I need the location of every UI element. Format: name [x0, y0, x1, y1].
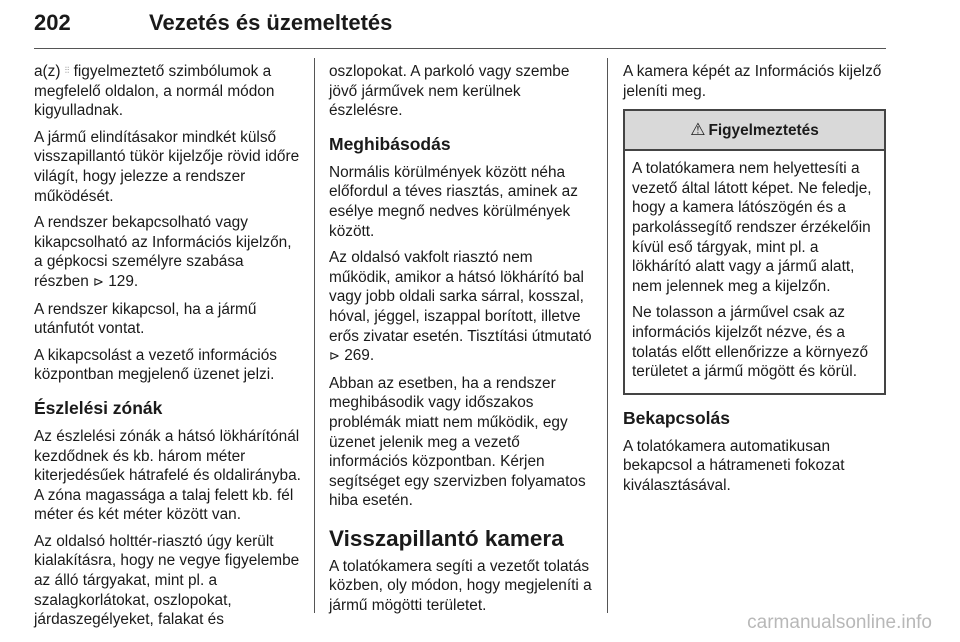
column-divider: [314, 58, 315, 613]
warning-triangle-icon: ⚠: [690, 120, 706, 141]
warning-header: [625, 111, 884, 151]
page-header: [34, 2, 886, 49]
warning-box: [623, 109, 886, 395]
section-heading: Észlelési zónák: [34, 397, 163, 418]
column-left: [34, 62, 302, 637]
paragraph: A tolatókamera nem helyettesíti a vezető által látott képet. Ne feledje, hogy a kamera látószögén és a parkolássegítő rendszer érzékelőin kívül eső tárgyak, mint pl. a lökhárító alatt vagy a jármű alatt, nem jelennek meg a kijelzőn.: [632, 160, 872, 295]
watermark: carmanualsonline.info: [747, 612, 932, 633]
section-heading: Bekapcsolás: [623, 407, 731, 428]
paragraph: A tolatókamera automatikusan bekapcsol a hátrameneti fokozat kiválasztásával.: [623, 437, 845, 494]
paragraph: a(z) ⫶⫶ figyelmeztető szimbólumok a megfelelő oldalon, a normál módon kigyulladnak.: [34, 63, 275, 120]
page-reference-icon: ⊳: [93, 274, 104, 290]
page-reference-link[interactable]: 129.: [108, 272, 139, 290]
column-middle: [329, 62, 597, 623]
page-reference-icon: ⊳: [329, 349, 340, 365]
chapter-title: Vezetés és üzemeltetés: [149, 10, 393, 35]
paragraph: A jármű elindításakor mindkét külső visszapillantó tükör kijelzője rövid időre világít, hogy jelezze a rendszer működését.: [34, 128, 300, 205]
paragraph: A rendszer bekapcsolható vagy kikapcsolható az Információs kijelzőn, a gépkocsi személyre szabása részben ⊳ 129.: [34, 214, 292, 290]
section-heading: Meghibásodás: [329, 133, 451, 154]
paragraph: Az oldalsó holttér-riasztó úgy került kialakításra, hogy ne vegye figyelembe az álló tárgyakat, mint pl. a szalagkorlátokat, oszlopokat, járdaszegélyeket, falakat és: [34, 532, 300, 629]
paragraph: Ne tolasson a járművel csak az információs kijelzőt nézve, és a tolatás előtt ellenőrizze a környező területet a jármű mögött és körül.: [632, 304, 869, 381]
page-reference-link[interactable]: 269.: [344, 347, 375, 365]
paragraph: A kikapcsolást a vezető információs központban megjelenő üzenet jelzi.: [34, 346, 277, 384]
page-number: 202: [34, 10, 71, 35]
blind-spot-warning-icon: ⫶⫶: [64, 66, 70, 76]
warning-title: Figyelmeztetés: [708, 122, 819, 140]
paragraph: Az észlelési zónák a hátsó lökhárítónál kezdődnek és kb. három méter kiterjedésűek hátrafelé és oldalirányba. A zóna magassága a talaj felett kb. fél méter és két méter között van.: [34, 427, 301, 524]
paragraph: A kamera képét az Információs kijelző jeleníti meg.: [623, 63, 882, 100]
main-section-heading: Visszapillantó kamera: [329, 525, 564, 551]
column-right: [623, 62, 886, 503]
column-divider: [607, 58, 608, 613]
paragraph: oszlopokat. A parkoló vagy szembe jövő járművek nem kerülnek észlelésre.: [329, 63, 570, 120]
warning-body: [625, 151, 884, 393]
paragraph: Abban az esetben, ha a rendszer meghibásodik vagy időszakos problémák miatt nem működik, egy üzenet jelenik meg a vezető információs központban. Kérjen segítséget egy szervizben folyamatos hiba esetén.: [329, 374, 586, 510]
paragraph: A tolatókamera segíti a vezetőt tolatás közben, oly módon, hogy megjeleníti a jármű mögötti területet.: [329, 557, 592, 615]
paragraph: Az oldalsó vakfolt riasztó nem működik, amikor a hátsó lökhárító bal vagy jobb oldali sarka sárral, kosszal, hóval, jéggel, iszappal borított, illetve erős zivatar esetén. Tisztítási útmutató ⊳ 269.: [329, 249, 592, 365]
paragraph: Normális körülmények között néha előfordul a téves riasztás, aminek az esélye megnő nedves körülmények között.: [329, 163, 578, 240]
paragraph: A rendszer kikapcsol, ha a jármű utánfutót vontat.: [34, 300, 257, 338]
